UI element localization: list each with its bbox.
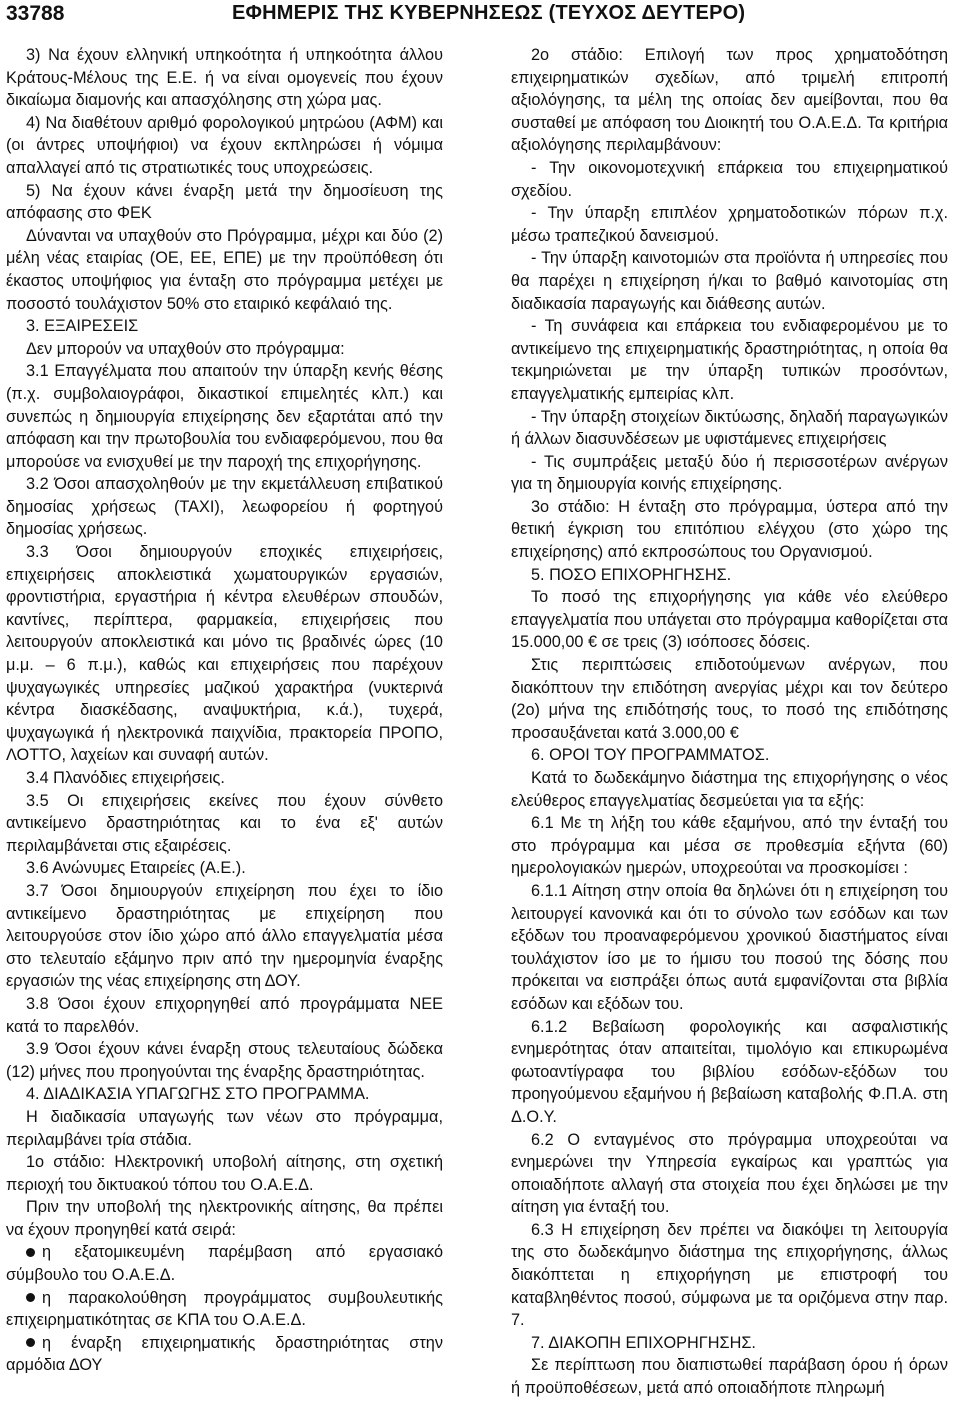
paragraph: 3.9 Όσοι έχουν κάνει έναρξη στους τελευταίους δώδεκα (12) μήνες που προηγούνται της έναρξης δραστηριότητας.: [6, 1040, 443, 1081]
paragraph: Η διαδικασία υπαγωγής των νέων στο πρόγραμμα, περιλαμβάνει τρία στάδια.: [6, 1107, 443, 1149]
paragraph: Δεν μπορούν να υπαχθούν στο πρόγραμμα:: [26, 339, 345, 358]
paragraph: Δύνανται να υπαχθούν στο Πρόγραμμα, μέχρι και δύο (2) μέλη νέας εταιρίας (ΟΕ, ΕΕ, ΕΠΕ) με την προϋπόθεση ότι έκαστος υποψήφιος για ένταξη στο πρόγραμμα μετέχει με ποσοστό τουλάχιστον 50% στο εταιρικό κεφάλαιό της.: [6, 226, 443, 313]
paragraph: 2ο στάδιο: Επιλογή των προς χρηματοδότηση επιχειρηματικών σχεδίων, από τριμελή επιτροπή αξιολόγησης, τα μέλη της οποίας δεν αμείβονται, που θα συσταθεί με απόφαση του Διοικητή του Ο.Α.Ε.Δ. Τα κριτήρια αξιολόγησης περιλαμβάνουν:: [511, 46, 948, 155]
paragraph: - Την ύπαρξη καινοτομιών στα προϊόντα ή υπηρεσίες που θα παρέχει η επιχείρηση ή/και το βαθμό καινοτομίας στη διαδικασία παραγωγής και διάθεσης αυτών.: [511, 249, 948, 313]
paragraph: 3.7 Όσοι δημιουργούν επιχείρηση που έχει το ίδιο αντικείμενο δραστηριότητας με επιχείρηση που λειτουργούσε στον ίδιο χώρο από άλλο επαγγελματία μέσα στο τελευταίο εξάμηνο πριν από την ημερομηνία έναρξης εργασιών της νέας επιχείρησης στη ΔΟΥ.: [6, 881, 443, 991]
section-heading: 7. ΔΙΑΚΟΠΗ ΕΠΙΧΟΡΗΓΗΣΗΣ.: [531, 1333, 756, 1352]
left-column: [6, 44, 443, 1377]
paragraph: Στις περιπτώσεις επιδοτούμενων ανέργων, που διακόπτουν την επιδότηση ανεργίας μέχρι και τον δεύτερο (2ο) μήνα της επιδότησής τους, το ποσό της επιδότησης προσαυξάνεται κατά 3.000,00 €: [511, 656, 948, 742]
paragraph: Κατά το δωδεκάμηνο διάστημα της επιχορήγησης ο νέος ελεύθερος επαγγελματίας δεσμεύεται για τα εξής:: [511, 769, 948, 810]
paragraph: 4) Να διαθέτουν αριθμό φορολογικού μητρώου (ΑΦΜ) και (οι άντρες υποψήφιοι) να έχουν εκπληρώσει ή νόμιμα απαλλαγεί από τις στρατιωτικές τους υποχρεώσεις.: [6, 113, 443, 177]
paragraph: - Την ύπαρξη στοιχείων δικτύωσης, δηλαδή παραγωγικών ή άλλων διασυνδέσεων με υφιστάμενες επιχειρήσεις: [511, 407, 948, 449]
section-heading: 6. ΟΡΟΙ ΤΟΥ ΠΡΟΓΡΑΜΜΑΤΟΣ.: [531, 746, 770, 765]
paragraph: Πριν την υποβολή της ηλεκτρονικής αίτησης, θα πρέπει να έχουν προηγηθεί κατά σειρά:: [6, 1198, 443, 1239]
bullet-icon: [26, 1338, 35, 1347]
paragraph: 3) Να έχουν ελληνική υπηκοότητα ή υπηκοότητα άλλου Κράτους-Μέλους της Ε.Ε. ή να είναι ομογενείς που έχουν δικαίωμα διαμονής και απασχόλησης στη χώρα μας.: [6, 46, 443, 110]
section-heading: 4. ΔΙΑΔΙΚΑΣΙΑ ΥΠΑΓΩΓΗΣ ΣΤΟ ΠΡΟΓΡΑΜΜΑ.: [26, 1085, 370, 1104]
paragraph: - Την οικονομοτεχνική επάρκεια του επιχειρηματικού σχεδίου.: [511, 158, 948, 200]
paragraph: - Την ύπαρξη επιπλέον χρηματοδοτικών πόρων π.χ. μέσω τραπεζικού δανεισμού.: [511, 204, 948, 245]
journal-title: ΕΦΗΜΕΡΙΣ ΤΗΣ ΚΥΒΕΡΝΗΣΕΩΣ (ΤΕΥΧΟΣ ΔΕΥΤΕΡΟ): [232, 2, 746, 24]
section-heading: 3. ΕΞΑΙΡΕΣΕΙΣ: [26, 317, 139, 336]
paragraph: 3.8 Όσοι έχουν επιχορηγηθεί από προγράμματα ΝΕΕ κατά το παρελθόν.: [6, 994, 443, 1036]
paragraph: 5) Να έχουν κάνει έναρξη μετά την δημοσίευση της απόφασης στο ΦΕΚ: [6, 181, 443, 223]
paragraph: 6.1.1 Αίτηση στην οποία θα δηλώνει ότι η επιχείρηση του λειτουργεί κανονικά και ότι το σύνολο των εσόδων και των εξόδων του προαναφερόμενου χρονικού διαστήματος είναι τουλάχιστον ίσο με το ήμισυ του ποσού της δόσης που πρόκειται να εισπράξει όπως αυτά εμφανίζονται στα βιβλία εσόδων και εξόδων του.: [511, 881, 948, 1013]
paragraph: 3.1 Επαγγέλματα που απαιτούν την ύπαρξη κενής θέσης (π.χ. συμβολαιογράφοι, δικαστικοί επιμελητές κλπ.) και συνεπώς η δημιουργία επιχείρησης δεν εξαρτάται από την απόφαση και την πρωτοβουλία του ενδιαφερόμενου, που θα μπορούσε να ενισχυθεί με την παροχή της επιχορήγησης.: [6, 362, 443, 471]
bullet-icon: [26, 1248, 35, 1257]
bullet-text: η εξατομικευμένη παρέμβαση από εργασιακό σύμβουλο του Ο.Α.Ε.Δ.: [6, 1243, 443, 1285]
right-column: [511, 44, 948, 1400]
bullet-item: [6, 1287, 443, 1332]
bullet-icon: [26, 1293, 35, 1302]
page-header: [0, 0, 960, 32]
section-heading: 5. ΠΟΣΟ ΕΠΙΧΟΡΗΓΗΣΗΣ.: [531, 565, 732, 584]
paragraph: - Τη συνάφεια και επάρκεια του ενδιαφερομένου με το αντικείμενο της επιχειρηματικής δραστηριότητας, η οποία θα τεκμηριώνεται με την ύπαρξη τυπικών προσόντων, επαγγελματικής εμπειρίας κλπ.: [511, 317, 948, 403]
paragraph: 3.3 Όσοι δημιουργούν εποχικές επιχειρήσεις, επιχειρήσεις αποκλειστικά χωματουργικών εργασιών, φροντιστήρια, εργαστήρια ή κέντρα ελευθέρων σπουδών, καντίνες, περίπτερα, φαρμακεία, επιχειρήσεις που λειτουργούν αποκλειστικά και μόνο τις βραδινές ώρες (10 μ.μ. – 6 π.μ.), καθώς και επιχειρήσεις που παρέχουν ψυχαγωγικές υπηρεσίες μαζικού χαρακτήρα (νυκτερινά κέντρα διασκέδασης, αναψυκτήρια, κ.ά.), τυχερά, ψυχαγωγικά ή ηλεκτρονικά παιχνίδια, πρακτορεία ΠΡΟΠΟ, ΛΟΤΤΟ, λαχείων και συναφή αυτών.: [6, 543, 443, 765]
paragraph: Σε περίπτωση που διαπιστωθεί παράβαση όρου ή όρων ή προϋποθέσεων, μετά από οποιαδήποτε πληρωμή: [511, 1356, 948, 1398]
paragraph: 1ο στάδιο: Ηλεκτρονική υποβολή αίτησης, στη σχετική περιοχή του δικτυακού τόπου του Ο.Α.Ε.Δ.: [6, 1153, 443, 1194]
paragraph: 6.3 Η επιχείρηση δεν πρέπει να διακόψει τη λειτουργία της στο δωδεκάμηνο διάστημα της επιχορήγησης, άλλως διακόπτεται η επιχορήγηση με επιστροφή του καταβληθέντος ποσού, σύμφωνα με τα οριζόμενα στην παρ. 7.: [511, 1220, 948, 1330]
paragraph: 6.1 Με τη λήξη του κάθε εξαμήνου, από την ένταξή του στο πρόγραμμα και μέσα σε προθεσμία εξήντα (60) ημερολογιακών ημερών, υποχρεούται να προσκομίσει :: [511, 814, 948, 878]
bullet-item: [6, 1332, 443, 1377]
paragraph: 3.2 Όσοι απασχοληθούν με την εκμετάλλευση επιβατικού δημοσίας χρήσεως (ΤΑΧΙ), λεωφορείου ή φορτηγού δημοσίας χρήσεως.: [6, 475, 443, 539]
paragraph: - Τις συμπράξεις μεταξύ δύο ή περισσοτέρων ανέργων για τη δημιουργία κοινής επιχείρησης.: [511, 452, 948, 494]
paragraph: 6.1.2 Βεβαίωση φορολογικής και ασφαλιστικής ενημερότητας όταν απαιτείται, τιμολόγιο και επικυρωμένα φωτοαντίγραφα του βιβλίου εσόδων-εξόδων του προηγούμενου εξαμήνου ή βεβαίωση καταβολής Φ.Π.Α. στη Δ.Ο.Υ.: [511, 1017, 948, 1126]
paragraph: 3.5 Οι επιχειρήσεις εκείνες που έχουν σύνθετο αντικείμενο δραστηριότητας και το ένα εξ' αυτών περιλαμβάνεται στις εξαιρέσεις.: [6, 791, 443, 855]
bullet-text: η έναρξη επιχειρηματικής δραστηριότητας στην αρμόδια ΔΟΥ: [6, 1333, 443, 1375]
paragraph: 6.2 Ο ενταγμένος στο πρόγραμμα υποχρεούται να ενημερώνει την Υπηρεσία εγκαίρως και γραπτώς για οποιαδήποτε αλλαγή στα στοιχεία που έχει δηλώσει με την αίτηση για ένταξή του.: [511, 1130, 948, 1217]
page-number: 33788: [6, 2, 65, 25]
paragraph: 3.4 Πλανόδιες επιχειρήσεις.: [26, 769, 225, 787]
paragraph: 3.6 Ανώνυμες Εταιρείες (Α.Ε.).: [26, 859, 246, 878]
bullet-text: η παρακολούθηση προγράμματος συμβουλευτικής επιχειρηματικότητας σε ΚΠΑ του Ο.Α.Ε.Δ.: [6, 1288, 443, 1330]
paragraph: Το ποσό της επιχορήγησης για κάθε νέο ελεύθερο επαγγελματία που υπάγεται στο πρόγραμμα καθορίζεται στα 15.000,00 € σε τρεις (3) ισόποσες δόσεις.: [511, 588, 948, 652]
bullet-item: [6, 1241, 443, 1286]
paragraph: 3ο στάδιο: Η ένταξη στο πρόγραμμα, ύστερα από την θετική έγκριση του επιτόπιου ελέγχου (στο χώρο της επιχείρησης) από εκπροσώπους του Οργανισμού.: [511, 497, 948, 562]
